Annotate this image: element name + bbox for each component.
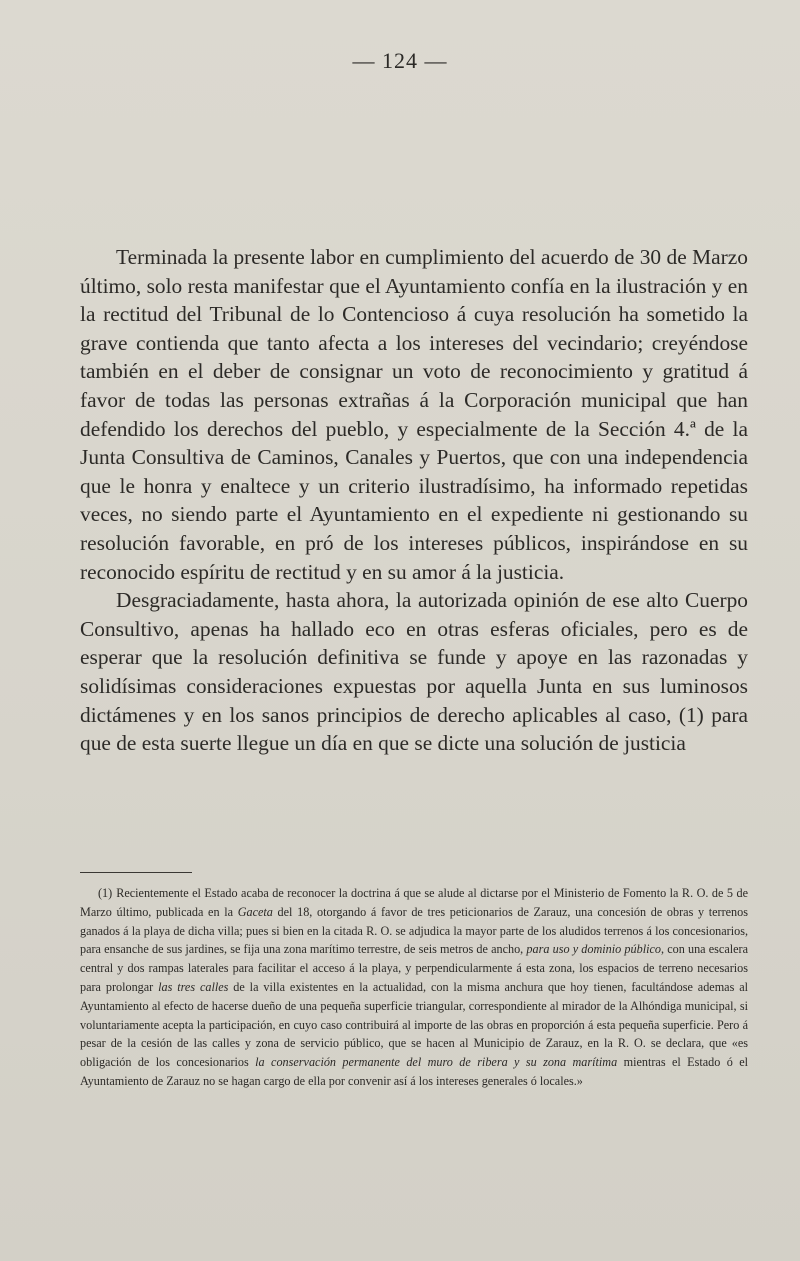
footnote-text [80,884,748,1091]
footnote-segment: de la villa existentes en la actualidad, con la misma anchura que hoy tienen, facultándose ademas al Ayuntamiento al efecto de hacerse dueño de una pequeña superficie triangular, correspondiente al mirador de la Alhóndiga municipal, si voluntariamente acepta la participación, en cuyo caso contribuirá al importe de las obras en proporción á esta pequeña superficie. Pero á pesar de la cesión de las calles y zona de servicio público, que se hacen al Municipio de Zarauz, en la R. O. se declara, que «es obligación de los concesionarios [80,979,749,1070]
main-text [80,243,748,758]
footnote-italic: las tres calles [158,979,229,994]
footnote-italic: Gaceta [237,904,273,919]
footnote-segment: Recientemente el Estado acaba de reconocer la doctrina á que se alude al dictarse por el Ministerio de Fomento la R. O. de 5 de Marzo último, publicada en la [80,886,748,919]
footnote [80,884,748,1091]
footnote-segment: mientras el Estado ó el Ayuntamiento de Zarauz no se hagan cargo de ella por convenir así á los intereses generales ó locales.» [80,1055,748,1088]
paragraph: Desgraciadamente, hasta ahora, la autorizada opinión de ese alto Cuerpo Consultivo, apenas ha hallado eco en otras esferas oficiales, pero es de esperar que la resolución definitiva se funde y apoye en las razonadas y solidísimas consideraciones expuestas por aquella Junta en sus luminosos dictámenes y en los sanos principios de derecho aplicables al caso, (1) para que de esta suerte llegue un día en que se dicte una solución de justicia [80,588,748,756]
footnote-mark: (1) [98,886,113,900]
footnote-segment: , con una escalera central y dos rampas laterales para facilitar el acceso á la playa, y perpendicularmente á esta zona, los espacios de terreno necesarios para prolongar [80,942,748,994]
footnote-rule [80,872,192,873]
footnote-italic: para uso y dominio público [526,942,661,957]
page-number: — 124 — [352,48,448,73]
footnote-italic: la conservación permanente del muro de ribera y su zona marítima [255,1055,618,1070]
paragraph: Terminada la presente labor en cumplimiento del acuerdo de 30 de Marzo último, solo resta manifestar que el Ayuntamiento confía en la ilustración y en la rectitud del Tribunal de lo Contencioso á cuya resolución ha sometido la grave contienda que tanto afecta a los intereses del vecindario; creyéndose también en el deber de consignar un voto de reconocimiento y gratitud á favor de todas las personas extrañas á la Corporación municipal que han defendido los derechos del pueblo, y especialmente de la Sección 4.ª de la Junta Consultiva de Caminos, Canales y Puertos, que con una independencia que le honra y enaltece y un criterio ilustradísimo, ha informado repetidas veces, no siendo parte el Ayuntamiento en el expediente ni gestionando su resolución favorable, en pró de los intereses públicos, inspirándose en su reconocido espíritu de rectitud y en su amor á la justicia. [80,245,748,584]
footnote-segment: del 18, otorgando á favor de tres peticionarios de Zarauz, una concesión de obras y terrenos ganados á la playa de dicha villa; pues si bien en la citada R. O. se adjudica la mayor parte de los aludidos terrenos á los concesionarios, para ensanche de sus jardines, se fija una zona marítimo terrestre, de seis metros de ancho, [80,904,748,957]
